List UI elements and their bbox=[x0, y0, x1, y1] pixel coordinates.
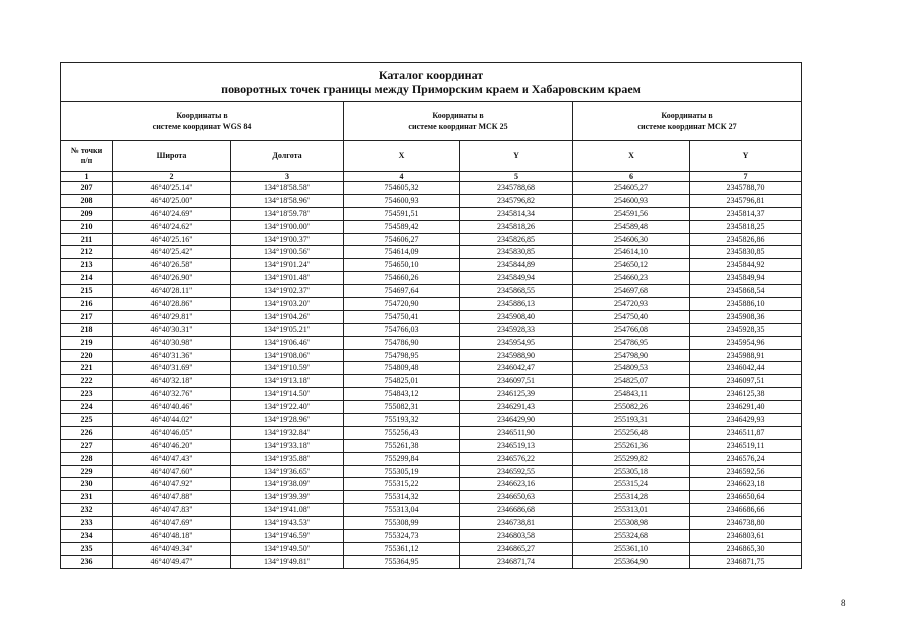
table-row bbox=[61, 426, 802, 439]
msk25-x-cell: 755313,04 bbox=[344, 504, 460, 517]
longitude-cell: 134°19'10.59" bbox=[231, 362, 344, 375]
msk27-y-cell: 2346686,66 bbox=[690, 504, 802, 517]
table-title: Каталог координат bbox=[378, 68, 484, 82]
msk27-y-cell: 2345826,86 bbox=[690, 233, 802, 246]
longitude-cell: 134°19'03.20" bbox=[231, 298, 344, 311]
longitude-cell: 134°19'00.00" bbox=[231, 220, 344, 233]
msk27-y-cell: 2346125,38 bbox=[690, 388, 802, 401]
msk25-x-cell: 754786,90 bbox=[344, 336, 460, 349]
longitude-cell: 134°19'46.59" bbox=[231, 530, 344, 543]
msk25-x-cell: 754605,32 bbox=[344, 182, 460, 195]
msk27-y-cell: 2345954,96 bbox=[690, 336, 802, 349]
point-number: 235 bbox=[61, 542, 113, 555]
longitude-cell: 134°19'01.24" bbox=[231, 259, 344, 272]
msk25-x-cell: 754591,51 bbox=[344, 207, 460, 220]
msk25-x-cell: 754660,26 bbox=[344, 272, 460, 285]
msk27-y-cell: 2346803,61 bbox=[690, 530, 802, 543]
column-header-latitude: Широта bbox=[113, 141, 231, 172]
latitude-cell: 46°40'32.18" bbox=[113, 375, 231, 388]
point-number: 227 bbox=[61, 439, 113, 452]
msk25-y-cell: 2346871,74 bbox=[460, 555, 573, 568]
msk27-x-cell: 254825,07 bbox=[573, 375, 690, 388]
msk25-y-cell: 2346511,90 bbox=[460, 426, 573, 439]
msk25-x-cell: 755361,12 bbox=[344, 542, 460, 555]
table-title-cell bbox=[61, 63, 802, 102]
msk27-x-cell: 254720,93 bbox=[573, 298, 690, 311]
column-number: 3 bbox=[231, 172, 344, 182]
latitude-cell: 46°40'47.83" bbox=[113, 504, 231, 517]
point-number: 234 bbox=[61, 530, 113, 543]
msk25-x-cell: 755315,22 bbox=[344, 478, 460, 491]
point-number: 219 bbox=[61, 336, 113, 349]
point-number: 222 bbox=[61, 375, 113, 388]
msk25-x-cell: 755324,73 bbox=[344, 530, 460, 543]
msk27-y-cell: 2345868,54 bbox=[690, 285, 802, 298]
msk25-y-cell: 2346592,55 bbox=[460, 465, 573, 478]
group-header-msk27: Координаты в системе координат МСК 27 bbox=[573, 102, 802, 141]
point-number: 225 bbox=[61, 414, 113, 427]
column-number: 6 bbox=[573, 172, 690, 182]
msk27-y-cell: 2346650,64 bbox=[690, 491, 802, 504]
coordinates-table bbox=[60, 62, 802, 569]
point-number: 218 bbox=[61, 323, 113, 336]
msk25-y-cell: 2346125,39 bbox=[460, 388, 573, 401]
msk25-y-cell: 2346865,27 bbox=[460, 542, 573, 555]
longitude-cell: 134°19'05.21" bbox=[231, 323, 344, 336]
column-header-longitude: Долгота bbox=[231, 141, 344, 172]
point-number: 224 bbox=[61, 401, 113, 414]
msk27-x-cell: 254650,12 bbox=[573, 259, 690, 272]
msk27-x-cell: 254605,27 bbox=[573, 182, 690, 195]
msk27-y-cell: 2345844,92 bbox=[690, 259, 802, 272]
msk27-x-cell: 254750,40 bbox=[573, 310, 690, 323]
msk25-x-cell: 755082,31 bbox=[344, 401, 460, 414]
table-row bbox=[61, 182, 802, 195]
point-number: 215 bbox=[61, 285, 113, 298]
longitude-cell: 134°19'49.81" bbox=[231, 555, 344, 568]
msk27-y-cell: 2346623,18 bbox=[690, 478, 802, 491]
longitude-cell: 134°19'14.50" bbox=[231, 388, 344, 401]
latitude-cell: 46°40'47.88" bbox=[113, 491, 231, 504]
column-header-msk25-y: Y bbox=[460, 141, 573, 172]
msk27-x-cell: 254660,23 bbox=[573, 272, 690, 285]
table-row bbox=[61, 349, 802, 362]
latitude-cell: 46°40'31.69" bbox=[113, 362, 231, 375]
msk27-x-cell: 255193,31 bbox=[573, 414, 690, 427]
msk27-x-cell: 255313,01 bbox=[573, 504, 690, 517]
table-row bbox=[61, 414, 802, 427]
table-row bbox=[61, 542, 802, 555]
msk25-x-cell: 754614,09 bbox=[344, 246, 460, 259]
msk25-y-cell: 2346519,13 bbox=[460, 439, 573, 452]
column-number: 1 bbox=[61, 172, 113, 182]
msk25-x-cell: 754589,42 bbox=[344, 220, 460, 233]
column-header-number: № точки п/п bbox=[61, 141, 113, 172]
msk25-x-cell: 754825,01 bbox=[344, 375, 460, 388]
point-number: 220 bbox=[61, 349, 113, 362]
table-row bbox=[61, 194, 802, 207]
msk25-x-cell: 755314,32 bbox=[344, 491, 460, 504]
msk27-y-cell: 2345796,81 bbox=[690, 194, 802, 207]
msk27-x-cell: 255361,10 bbox=[573, 542, 690, 555]
table-row bbox=[61, 491, 802, 504]
coordinates-body bbox=[61, 182, 802, 569]
msk25-y-cell: 2345886,13 bbox=[460, 298, 573, 311]
column-header-msk27-x: X bbox=[573, 141, 690, 172]
msk27-x-cell: 254766,08 bbox=[573, 323, 690, 336]
table-row bbox=[61, 272, 802, 285]
msk27-x-cell: 255299,82 bbox=[573, 452, 690, 465]
latitude-cell: 46°40'44.02" bbox=[113, 414, 231, 427]
point-number: 236 bbox=[61, 555, 113, 568]
msk27-x-cell: 254809,53 bbox=[573, 362, 690, 375]
msk25-y-cell: 2345788,68 bbox=[460, 182, 573, 195]
msk25-x-cell: 754809,48 bbox=[344, 362, 460, 375]
latitude-cell: 46°40'49.47" bbox=[113, 555, 231, 568]
msk27-x-cell: 254600,93 bbox=[573, 194, 690, 207]
msk27-x-cell: 255314,28 bbox=[573, 491, 690, 504]
point-number: 232 bbox=[61, 504, 113, 517]
column-number: 2 bbox=[113, 172, 231, 182]
latitude-cell: 46°40'24.69" bbox=[113, 207, 231, 220]
point-number: 216 bbox=[61, 298, 113, 311]
table-row bbox=[61, 530, 802, 543]
latitude-cell: 46°40'32.76" bbox=[113, 388, 231, 401]
msk27-y-cell: 2346519,11 bbox=[690, 439, 802, 452]
point-number: 230 bbox=[61, 478, 113, 491]
msk27-y-cell: 2345814,37 bbox=[690, 207, 802, 220]
point-number: 221 bbox=[61, 362, 113, 375]
table-row bbox=[61, 439, 802, 452]
table-row bbox=[61, 220, 802, 233]
msk25-x-cell: 755261,38 bbox=[344, 439, 460, 452]
column-header-msk27-y: Y bbox=[690, 141, 802, 172]
msk27-y-cell: 2345818,25 bbox=[690, 220, 802, 233]
msk27-x-cell: 254589,48 bbox=[573, 220, 690, 233]
longitude-cell: 134°19'04.26" bbox=[231, 310, 344, 323]
longitude-cell: 134°19'02.37" bbox=[231, 285, 344, 298]
msk25-y-cell: 2346429,90 bbox=[460, 414, 573, 427]
table-row bbox=[61, 310, 802, 323]
msk25-x-cell: 754720,90 bbox=[344, 298, 460, 311]
table-row bbox=[61, 401, 802, 414]
msk25-y-cell: 2345988,90 bbox=[460, 349, 573, 362]
latitude-cell: 46°40'47.43" bbox=[113, 452, 231, 465]
latitude-cell: 46°40'25.00" bbox=[113, 194, 231, 207]
msk25-y-cell: 2346738,81 bbox=[460, 517, 573, 530]
msk27-x-cell: 255308,98 bbox=[573, 517, 690, 530]
longitude-cell: 134°19'38.09" bbox=[231, 478, 344, 491]
msk27-x-cell: 255305,18 bbox=[573, 465, 690, 478]
table-row bbox=[61, 336, 802, 349]
msk27-y-cell: 2345988,91 bbox=[690, 349, 802, 362]
column-number: 5 bbox=[460, 172, 573, 182]
longitude-cell: 134°18'59.78" bbox=[231, 207, 344, 220]
msk25-y-cell: 2346042,47 bbox=[460, 362, 573, 375]
longitude-cell: 134°19'28.96" bbox=[231, 414, 344, 427]
msk27-y-cell: 2346511,87 bbox=[690, 426, 802, 439]
msk25-x-cell: 754798,95 bbox=[344, 349, 460, 362]
table-row bbox=[61, 362, 802, 375]
msk25-y-cell: 2345818,26 bbox=[460, 220, 573, 233]
msk25-y-cell: 2346097,51 bbox=[460, 375, 573, 388]
msk27-x-cell: 254843,11 bbox=[573, 388, 690, 401]
msk27-y-cell: 2346429,93 bbox=[690, 414, 802, 427]
msk25-x-cell: 755364,95 bbox=[344, 555, 460, 568]
latitude-cell: 46°40'25.14" bbox=[113, 182, 231, 195]
msk27-x-cell: 255082,26 bbox=[573, 401, 690, 414]
table-row bbox=[61, 323, 802, 336]
msk25-x-cell: 754606,27 bbox=[344, 233, 460, 246]
latitude-cell: 46°40'25.42" bbox=[113, 246, 231, 259]
latitude-cell: 46°40'30.31" bbox=[113, 323, 231, 336]
point-number: 211 bbox=[61, 233, 113, 246]
point-number: 214 bbox=[61, 272, 113, 285]
msk25-x-cell: 754843,12 bbox=[344, 388, 460, 401]
msk25-x-cell: 754750,41 bbox=[344, 310, 460, 323]
table-row bbox=[61, 246, 802, 259]
longitude-cell: 134°19'35.88" bbox=[231, 452, 344, 465]
longitude-cell: 134°19'43.53" bbox=[231, 517, 344, 530]
msk25-y-cell: 2345868,55 bbox=[460, 285, 573, 298]
msk27-y-cell: 2345788,70 bbox=[690, 182, 802, 195]
msk27-y-cell: 2346576,24 bbox=[690, 452, 802, 465]
column-number: 4 bbox=[344, 172, 460, 182]
point-number: 210 bbox=[61, 220, 113, 233]
point-number: 208 bbox=[61, 194, 113, 207]
msk27-y-cell: 2346097,51 bbox=[690, 375, 802, 388]
latitude-cell: 46°40'47.60" bbox=[113, 465, 231, 478]
msk27-x-cell: 254606,30 bbox=[573, 233, 690, 246]
msk25-x-cell: 754600,93 bbox=[344, 194, 460, 207]
table-row bbox=[61, 517, 802, 530]
msk27-y-cell: 2345928,35 bbox=[690, 323, 802, 336]
msk27-y-cell: 2346042,44 bbox=[690, 362, 802, 375]
msk25-y-cell: 2346291,43 bbox=[460, 401, 573, 414]
msk27-y-cell: 2345908,36 bbox=[690, 310, 802, 323]
msk27-x-cell: 255315,24 bbox=[573, 478, 690, 491]
longitude-cell: 134°19'33.18" bbox=[231, 439, 344, 452]
longitude-cell: 134°19'22.40" bbox=[231, 401, 344, 414]
longitude-cell: 134°19'41.08" bbox=[231, 504, 344, 517]
point-number: 226 bbox=[61, 426, 113, 439]
latitude-cell: 46°40'25.16" bbox=[113, 233, 231, 246]
msk27-y-cell: 2346592,56 bbox=[690, 465, 802, 478]
msk25-y-cell: 2345908,40 bbox=[460, 310, 573, 323]
longitude-cell: 134°19'32.84" bbox=[231, 426, 344, 439]
longitude-cell: 134°19'36.65" bbox=[231, 465, 344, 478]
msk27-x-cell: 255256,48 bbox=[573, 426, 690, 439]
longitude-cell: 134°19'39.39" bbox=[231, 491, 344, 504]
table-row bbox=[61, 298, 802, 311]
msk25-y-cell: 2345849,94 bbox=[460, 272, 573, 285]
point-number: 228 bbox=[61, 452, 113, 465]
longitude-cell: 134°19'13.18" bbox=[231, 375, 344, 388]
msk27-x-cell: 255324,68 bbox=[573, 530, 690, 543]
msk25-y-cell: 2345814,34 bbox=[460, 207, 573, 220]
msk27-y-cell: 2346871,75 bbox=[690, 555, 802, 568]
latitude-cell: 46°40'28.11" bbox=[113, 285, 231, 298]
msk27-x-cell: 255261,36 bbox=[573, 439, 690, 452]
column-header-msk25-x: X bbox=[344, 141, 460, 172]
msk25-x-cell: 754650,10 bbox=[344, 259, 460, 272]
page-number: 8 bbox=[841, 598, 846, 608]
table-row bbox=[61, 465, 802, 478]
msk25-y-cell: 2345830,85 bbox=[460, 246, 573, 259]
msk25-x-cell: 754697,64 bbox=[344, 285, 460, 298]
point-number: 209 bbox=[61, 207, 113, 220]
msk25-x-cell: 755308,99 bbox=[344, 517, 460, 530]
latitude-cell: 46°40'46.20" bbox=[113, 439, 231, 452]
column-number: 7 bbox=[690, 172, 802, 182]
msk27-y-cell: 2345830,85 bbox=[690, 246, 802, 259]
msk27-x-cell: 254614,10 bbox=[573, 246, 690, 259]
table-row bbox=[61, 555, 802, 568]
point-number: 231 bbox=[61, 491, 113, 504]
msk27-x-cell: 254697,68 bbox=[573, 285, 690, 298]
msk25-x-cell: 755256,43 bbox=[344, 426, 460, 439]
msk25-y-cell: 2345954,95 bbox=[460, 336, 573, 349]
table-row bbox=[61, 207, 802, 220]
longitude-cell: 134°19'00.37" bbox=[231, 233, 344, 246]
longitude-cell: 134°18'58.96" bbox=[231, 194, 344, 207]
latitude-cell: 46°40'24.62" bbox=[113, 220, 231, 233]
point-number: 212 bbox=[61, 246, 113, 259]
latitude-cell: 46°40'28.86" bbox=[113, 298, 231, 311]
msk27-x-cell: 254798,90 bbox=[573, 349, 690, 362]
latitude-cell: 46°40'49.34" bbox=[113, 542, 231, 555]
column-number-row bbox=[61, 172, 802, 182]
latitude-cell: 46°40'48.18" bbox=[113, 530, 231, 543]
msk27-y-cell: 2345849,94 bbox=[690, 272, 802, 285]
msk25-y-cell: 2346686,68 bbox=[460, 504, 573, 517]
msk25-x-cell: 755193,32 bbox=[344, 414, 460, 427]
msk27-x-cell: 254786,95 bbox=[573, 336, 690, 349]
msk25-y-cell: 2345928,33 bbox=[460, 323, 573, 336]
latitude-cell: 46°40'47.92" bbox=[113, 478, 231, 491]
point-number: 207 bbox=[61, 182, 113, 195]
msk27-y-cell: 2345886,10 bbox=[690, 298, 802, 311]
msk25-y-cell: 2346803,58 bbox=[460, 530, 573, 543]
longitude-cell: 134°19'00.56" bbox=[231, 246, 344, 259]
point-number: 217 bbox=[61, 310, 113, 323]
msk25-x-cell: 754766,03 bbox=[344, 323, 460, 336]
msk25-y-cell: 2346576,22 bbox=[460, 452, 573, 465]
table-row bbox=[61, 452, 802, 465]
msk27-y-cell: 2346738,80 bbox=[690, 517, 802, 530]
msk25-y-cell: 2345826,85 bbox=[460, 233, 573, 246]
msk25-y-cell: 2345844,89 bbox=[460, 259, 573, 272]
latitude-cell: 46°40'31.36" bbox=[113, 349, 231, 362]
table-row bbox=[61, 375, 802, 388]
point-number: 233 bbox=[61, 517, 113, 530]
msk27-x-cell: 254591,56 bbox=[573, 207, 690, 220]
point-number: 223 bbox=[61, 388, 113, 401]
longitude-cell: 134°18'58.58" bbox=[231, 182, 344, 195]
latitude-cell: 46°40'26.58" bbox=[113, 259, 231, 272]
longitude-cell: 134°19'06.46" bbox=[231, 336, 344, 349]
longitude-cell: 134°19'08.06" bbox=[231, 349, 344, 362]
catalog-sheet bbox=[60, 62, 801, 569]
msk25-x-cell: 755299,84 bbox=[344, 452, 460, 465]
msk27-x-cell: 255364,90 bbox=[573, 555, 690, 568]
table-subtitle: поворотных точек границы между Приморским краем и Хабаровским краем bbox=[221, 82, 641, 96]
table-row bbox=[61, 504, 802, 517]
msk27-y-cell: 2346865,30 bbox=[690, 542, 802, 555]
latitude-cell: 46°40'40.46" bbox=[113, 401, 231, 414]
group-header-msk25: Координаты в системе координат МСК 25 bbox=[344, 102, 573, 141]
latitude-cell: 46°40'46.05" bbox=[113, 426, 231, 439]
msk27-y-cell: 2346291,40 bbox=[690, 401, 802, 414]
latitude-cell: 46°40'29.81" bbox=[113, 310, 231, 323]
msk25-y-cell: 2346650,63 bbox=[460, 491, 573, 504]
latitude-cell: 46°40'47.69" bbox=[113, 517, 231, 530]
table-row bbox=[61, 233, 802, 246]
table-row bbox=[61, 259, 802, 272]
point-number: 229 bbox=[61, 465, 113, 478]
point-number: 213 bbox=[61, 259, 113, 272]
longitude-cell: 134°19'49.50" bbox=[231, 542, 344, 555]
table-row bbox=[61, 478, 802, 491]
longitude-cell: 134°19'01.48" bbox=[231, 272, 344, 285]
latitude-cell: 46°40'30.98" bbox=[113, 336, 231, 349]
msk25-y-cell: 2345796,82 bbox=[460, 194, 573, 207]
msk25-y-cell: 2346623,16 bbox=[460, 478, 573, 491]
msk25-x-cell: 755305,19 bbox=[344, 465, 460, 478]
group-header-wgs84: Координаты в системе координат WGS 84 bbox=[61, 102, 344, 141]
table-row bbox=[61, 285, 802, 298]
table-row bbox=[61, 388, 802, 401]
latitude-cell: 46°40'26.90" bbox=[113, 272, 231, 285]
